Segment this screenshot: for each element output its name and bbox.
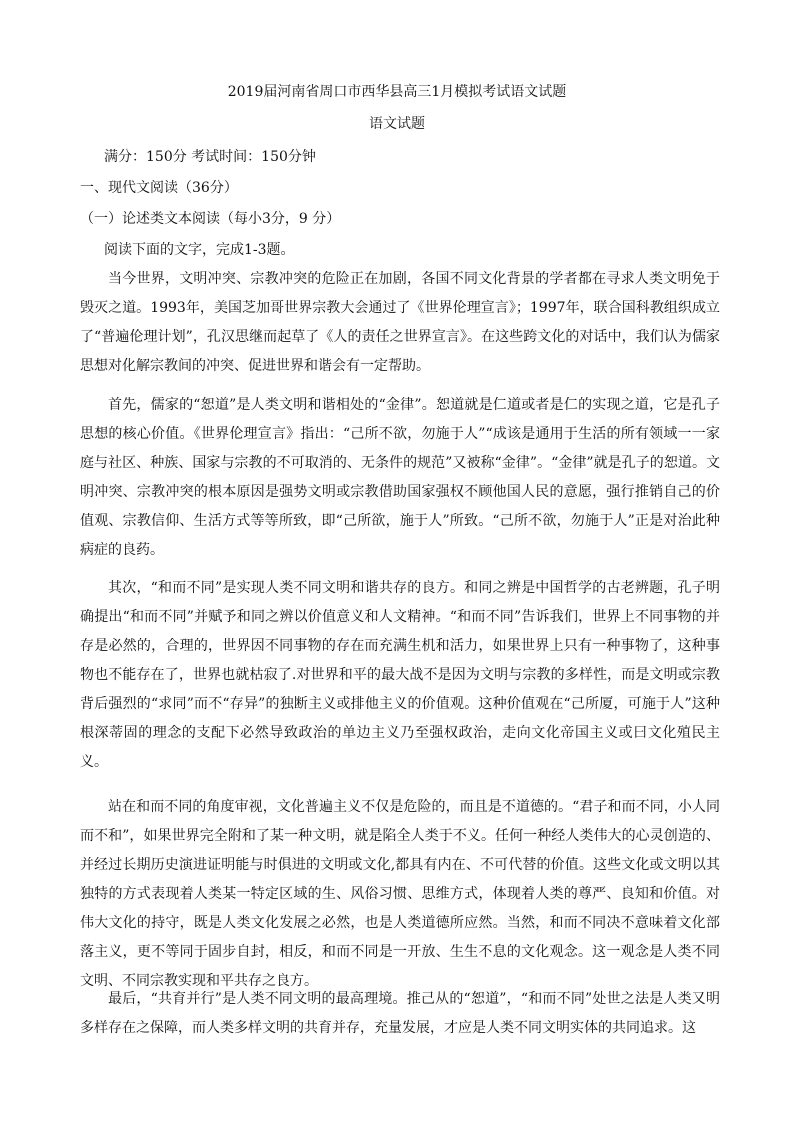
section-heading: 一、现代文阅读（36分） [80,180,238,196]
paragraph-2: 首先，儒家的“恕道”是人类文明和谐相处的“金律”。恕道就是仁道或者是仁的实现之道，它是孔子思想的核心价值。《世界伦理宣言》指出：“己所不欲，勿施于人”“成该是通用于生活的所有领域一一家庭与社区、种族、国家与宗教的不可取消的、无条件的规范”又被称“金律”。“金律”就是孔子的恕道。文明冲突、宗教冲突的根本原因是强势文明或宗教借助国家强权不顾他国人民的意愿，强行推销自己的价值观、宗教信仰、生活方式等等所致，即“己所欲，施于人”所致。“己所不欲，勿施于人”正是对治此种病症的良药。 [80,397,720,558]
reading-instruction: 阅读下面的文字，完成1-3题。 [104,242,295,258]
exam-title: 2019届河南省周口市西华县高三1月模拟考试语文试题 [227,84,567,100]
exam-info: 满分：150分 考试时间：150分钟 [104,149,316,165]
paragraph-4: 站在和而不同的角度审视，文化普遍主义不仅是危险的，而且是不道德的。“君子和而不同，小人同而不和”，如果世界完全附和了某一种文明，就是陷全人类于不义。任何一种经人类伟大的心灵创造的、并经过长期历史演进证明能与时俱进的文明或文化,都具有内在、不可代替的价值。这些文化或文明以其独特的方式表现着人类某一特定区域的生、风俗习惯、思维方式，体现着人类的尊严、良知和价值。对伟大文化的持守，既是人类文化发展之必然，也是人类道德所应然。当然，和而不同决不意味着文化部落主义，更不等同于固步自封，相反，和而不同是一开放、生生不息的文化观念。这一观念是人类不同文明、不同宗教实现和平共存之良方。 [80,799,720,989]
paragraph-1: 当今世界，文明冲突、宗教冲突的危险正在加剧，各国不同文化背景的学者都在寻求人类文明免于毁灭之道。1993年，美国芝加哥世界宗教大会通过了《世界伦理宣言》；1997年，联合国科教组织成立了“普遍伦理计划”，孔汉思继而起草了《人的责任之世界宣言》。在这些跨文化的对话中，我们认为儒家思想对化解宗教间的冲突、促进世界和谐会有一定帮助。 [80,271,720,374]
subsection-heading: （一）论述类文本阅读（每小3分，9 分） [80,211,341,227]
exam-subtitle: 语文试题 [369,116,425,132]
paragraph-3: 其次，“和而不同”是实现人类不同文明和谐共存的良方。和同之辨是中国哲学的古老辨题，孔子明确提出“和而不同”并赋予和同之辨以价值意义和人文精神。“和而不同”告诉我们，世界上不同事物的并存是必然的，合理的，世界因不同事物的存在而充满生机和活力，如果世界上只有一种事物了，这种事物也不能存在了，世界也就枯寂了.对世界和平的最大战不是因为文明与宗教的多样性，而是文明或宗教背后强烈的“求同”而不“存异”的独断主义或排他主义的价值观。这种价值观在“己所厦，可施于人”这种根深蒂固的理念的支配下必然导致政治的单边主义乃至强权政治，走向文化帝国主义或曰文化殖民主义。 [80,580,720,770]
paragraph-5: 最后，“共育并行”是人类不同文明的最高理境。推己从的“恕道”，“和而不同”处世之法是人类又明多样存在之保障，而人类多样文明的共育并存，充量发展，才应是人类不同文明实体的共同追求。这 [80,991,720,1036]
